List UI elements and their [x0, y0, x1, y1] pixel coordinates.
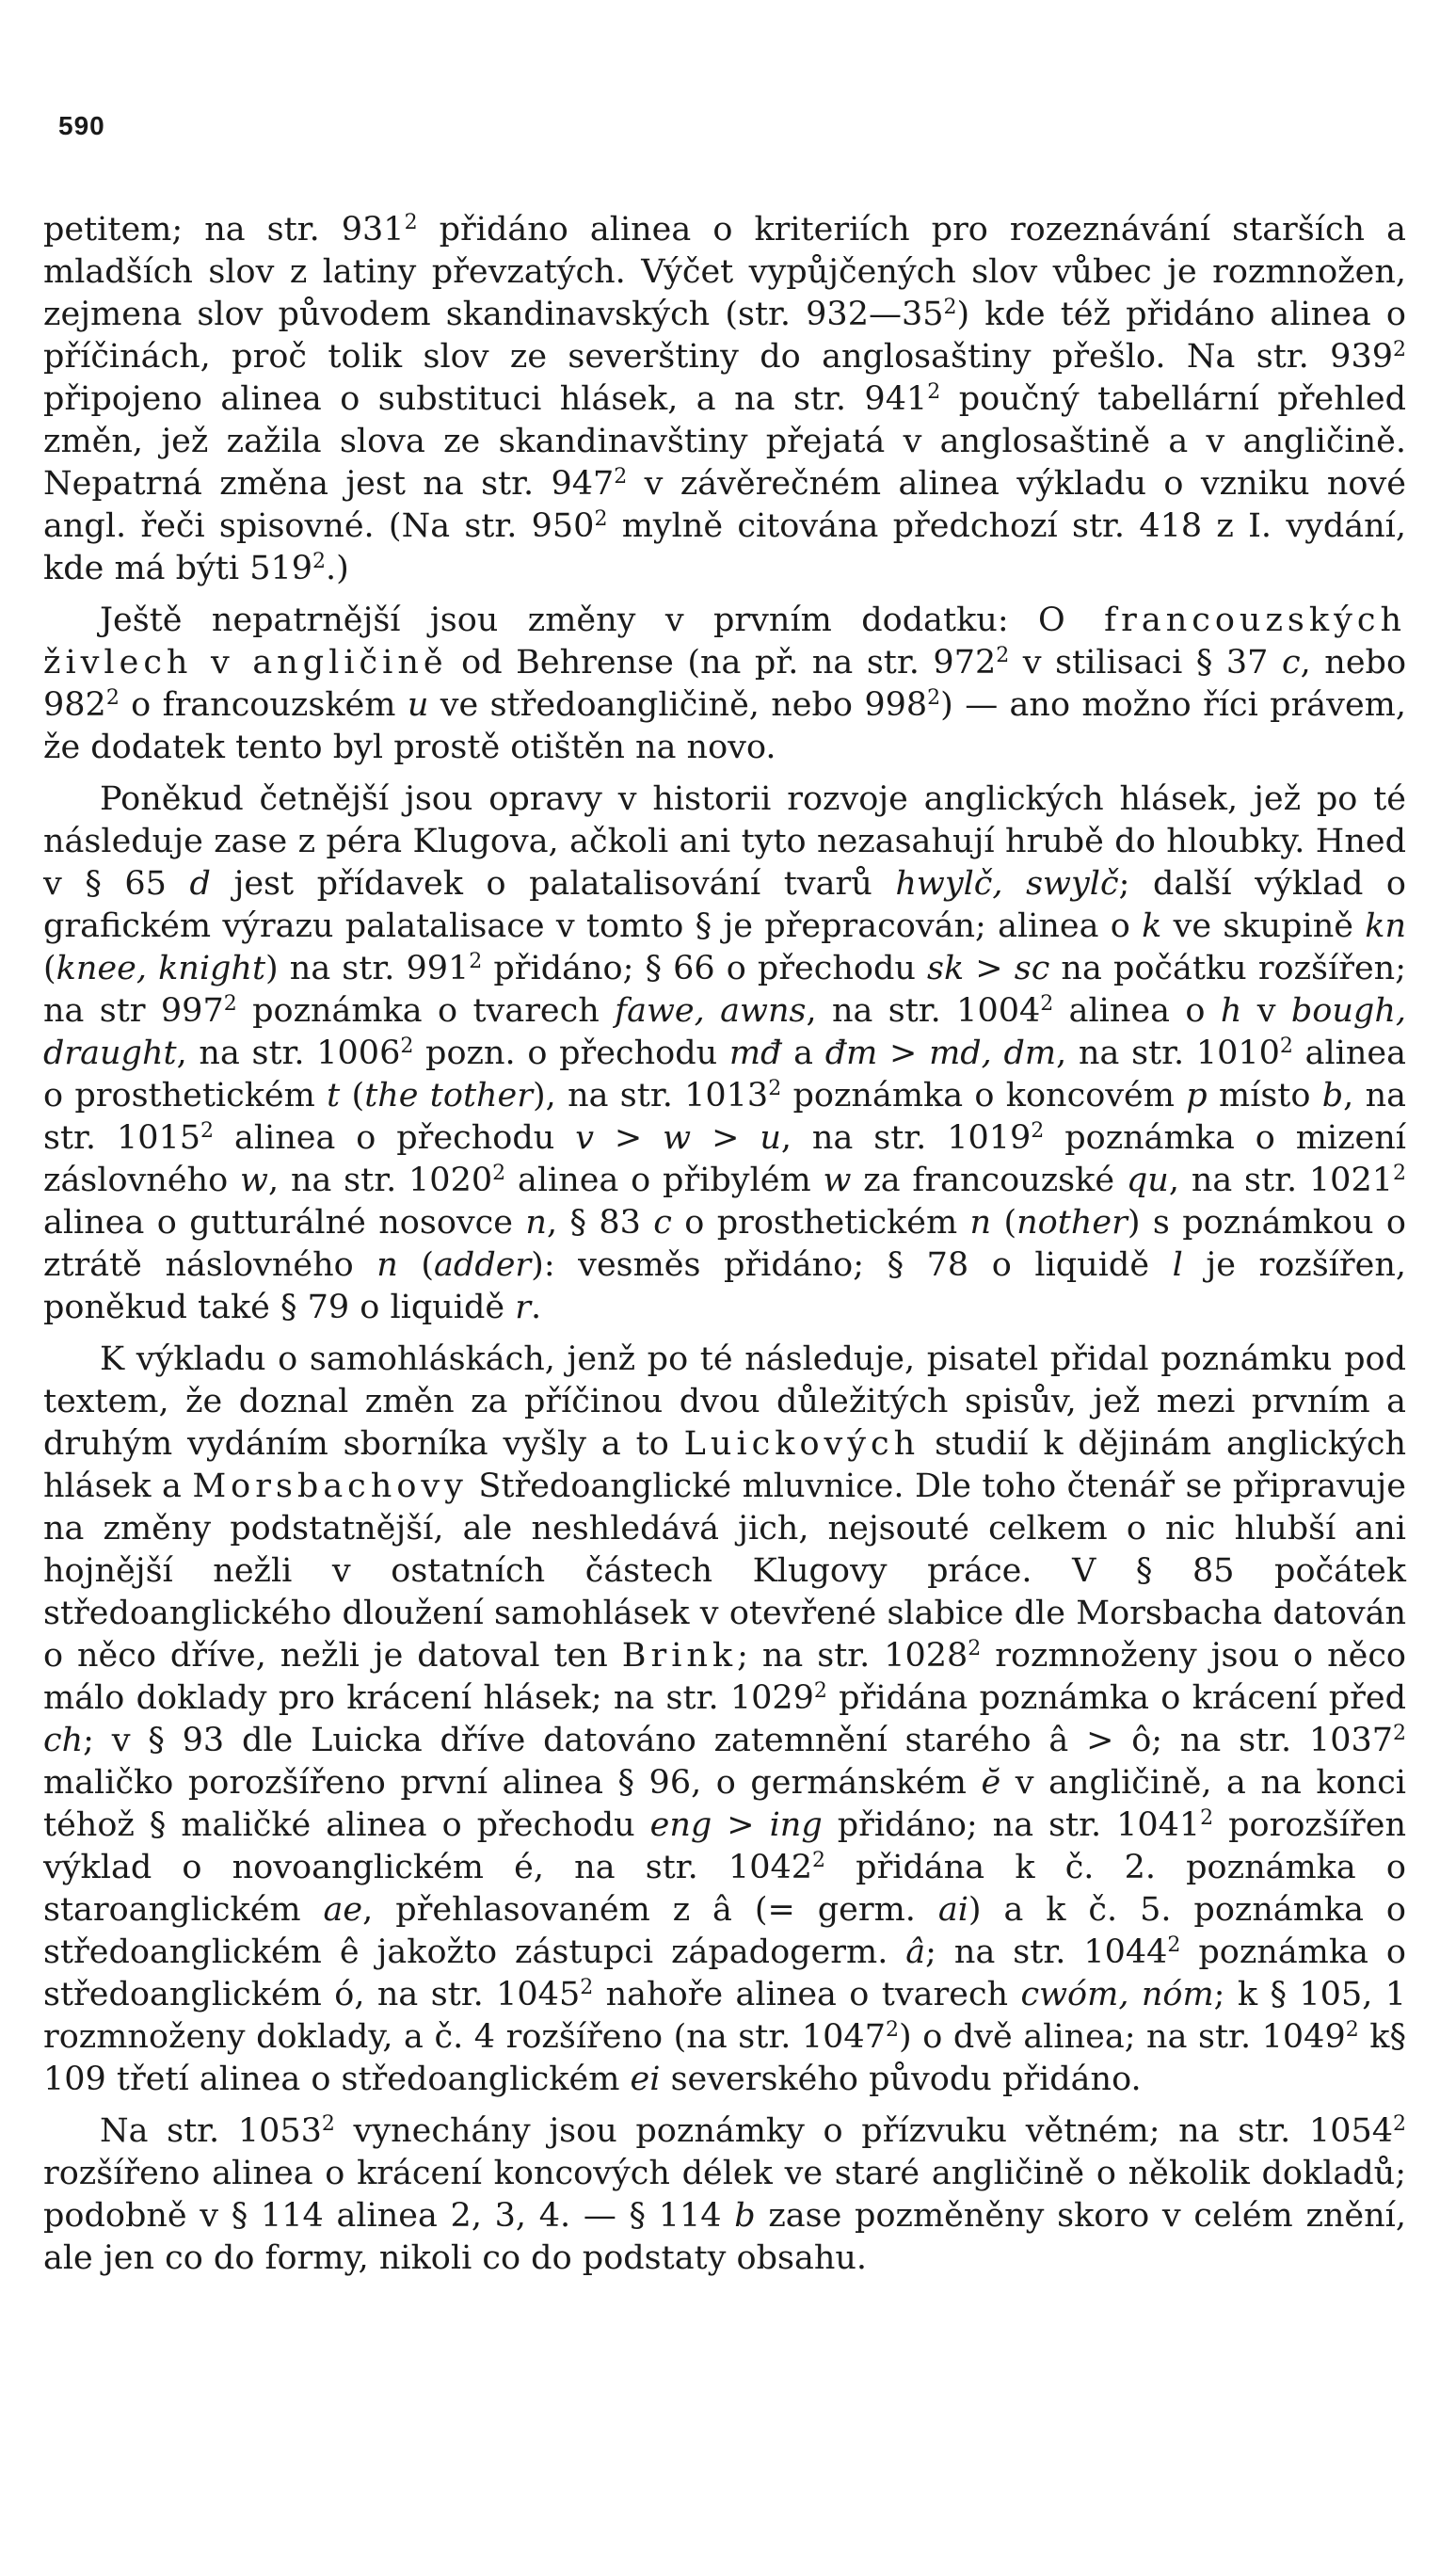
- spaced-title: Luickových: [683, 1425, 920, 1463]
- italic-term: w: [240, 1162, 268, 1199]
- text-run: ), na str. 1013: [533, 1077, 769, 1115]
- superscript-edition-mark: 2: [400, 1034, 414, 1058]
- italic-term: k: [1142, 907, 1162, 945]
- text-run: alinea o přechodu: [214, 1119, 576, 1157]
- text-run: ve skupině: [1161, 907, 1366, 945]
- text-run: mylně citována předchozí str. 418 z I. vydání, kde má býti 519: [43, 507, 1406, 587]
- text-run: ; v § 93 dle Luicka dříve datováno zatemnění starého â > ô; na str. 1037: [83, 1722, 1393, 1759]
- italic-term: h: [1220, 992, 1242, 1030]
- text-run: alinea o prosthetickém: [43, 1034, 1406, 1115]
- superscript-edition-mark: 2: [614, 465, 628, 489]
- text-run: >: [593, 1119, 664, 1157]
- text-run: Středoanglické mluvnice. Dle toho čtenář se připravuje na změny podstatnější, ale neshledává jich, nejsouté celkem o nic hlubší ani hojnější nežli v ostatních částech Klugovy práce. V § 85 počátek středoanglického dloužení samohlásek v otevřené slabice dle Morsbacha datován o něco dříve, nežli je datoval ten: [43, 1467, 1406, 1675]
- superscript-edition-mark: 2: [1167, 1933, 1181, 1957]
- italic-term: fawe, awns: [615, 992, 807, 1030]
- text-run: poznámka o koncovém: [781, 1077, 1187, 1115]
- text-run: poznámka o tvarech: [236, 992, 616, 1030]
- superscript-edition-mark: 2: [1040, 992, 1054, 1016]
- italic-term: hwylč, swylč: [895, 865, 1119, 903]
- italic-term: sc: [1014, 950, 1050, 987]
- spaced-title: Brink: [621, 1637, 738, 1675]
- text-run: ) kde též přidáno alinea o příčinách, proč tolik slov ze severštiny do anglosaštiny přešlo. Na str. 939: [43, 296, 1406, 376]
- italic-term: r: [515, 1289, 531, 1326]
- italic-term: b: [1321, 1077, 1344, 1115]
- superscript-edition-mark: 2: [469, 950, 483, 973]
- text-run: studií k dějinám anglických hlásek a: [43, 1425, 1406, 1505]
- superscript-edition-mark: 2: [1345, 2018, 1359, 2042]
- text-run: o francouzském: [119, 686, 408, 724]
- text-run: jest přídavek o palatalisování tvarů: [210, 865, 896, 903]
- text-run: porozšířen výklad o novoanglickém é, na str. 1042: [43, 1806, 1406, 1886]
- text-run: přidáno alinea o kriteriích pro rozeznávání starších a mladších slov z latiny převzatých. Výčet vypůjčených slov vůbec je rozmnožen, zejmena slov původem skandinavských (str. 932—35: [43, 211, 1407, 333]
- text-run: petitem; na str. 931: [43, 211, 405, 249]
- text-run: na počátku rozšířen; na str 997: [43, 950, 1406, 1030]
- italic-term: n: [376, 1246, 398, 1284]
- superscript-edition-mark: 2: [580, 1976, 594, 1999]
- text-run: , přehlasovaném z â (= germ.: [362, 1891, 938, 1929]
- italic-term: knee, knight: [56, 950, 266, 987]
- text-run: ; na str. 1028: [737, 1637, 968, 1675]
- italic-term: c: [653, 1204, 672, 1242]
- superscript-edition-mark: 2: [927, 380, 941, 404]
- text-run: (: [340, 1077, 365, 1115]
- italic-term: u: [407, 686, 429, 724]
- text-run: přidáno; na str. 1041: [822, 1806, 1201, 1844]
- superscript-edition-mark: 2: [105, 686, 120, 710]
- italic-term: ĕ: [981, 1764, 1001, 1802]
- superscript-edition-mark: 2: [1200, 1806, 1214, 1830]
- text-run: Poněkud četnější jsou opravy v historii rozvoje anglických hlásek, jež po té následuje zase z péra Klugova, ačkoli ani tyto nezasahují hrubě do hloubky. Hned v § 65: [43, 780, 1406, 903]
- superscript-edition-mark: 2: [813, 1679, 827, 1703]
- text-run: >: [691, 1119, 760, 1157]
- superscript-edition-mark: 2: [1279, 1034, 1293, 1058]
- superscript-edition-mark: 2: [312, 550, 326, 573]
- text-run: ) — ano možno říci právem, že dodatek tento byl prostě otištěn na novo.: [43, 686, 1406, 766]
- italic-term: w: [823, 1162, 852, 1199]
- text-run: , na str. 1019: [780, 1119, 1032, 1157]
- text-run: v angličině, a na konci téhož § maličké alinea o přechodu: [43, 1764, 1407, 1844]
- text-run: , na str. 1020: [267, 1162, 493, 1199]
- text-run: >: [877, 1034, 930, 1072]
- text-run: o prosthetickém: [671, 1204, 970, 1242]
- superscript-edition-mark: 2: [1031, 1119, 1045, 1143]
- text-run: poučný tabellární přehled změn, jež zažila slova ze skandinavštiny přejatá v anglosaštině a v angličině. Nepatrná změna jest na str. 947: [43, 380, 1406, 503]
- italic-term: kn: [1365, 907, 1406, 945]
- text-run: ; k § 105, 1 rozmnoženy doklady, a č. 4 rozšířeno (na str. 1047: [43, 1976, 1407, 2056]
- italic-term: ei: [630, 2061, 661, 2098]
- text-run: v: [1241, 992, 1291, 1030]
- superscript-edition-mark: 2: [492, 1162, 506, 1185]
- text-run: v závěrečném alinea výkladu o vzniku nové angl. řeči spisovné. (Na str. 950: [43, 465, 1406, 545]
- text-run: přidána k č. 2. poznámka o staroanglickém: [43, 1849, 1406, 1929]
- text-run: alinea o: [1053, 992, 1221, 1030]
- text-run: v stilisaci § 37: [1009, 644, 1282, 682]
- paragraph: [43, 1339, 1406, 2101]
- text-run: , na str. 1010: [1056, 1034, 1280, 1072]
- italic-term: l: [1172, 1246, 1183, 1284]
- italic-term: adder: [434, 1246, 532, 1284]
- paragraph: [43, 600, 1406, 769]
- superscript-edition-mark: 2: [768, 1077, 782, 1100]
- text-run: , na str. 1004: [806, 992, 1041, 1030]
- text-run: , na str. 1006: [176, 1034, 401, 1072]
- superscript-edition-mark: 2: [885, 2018, 899, 2042]
- text-run: alinea o gutturálné nosovce: [43, 1204, 526, 1242]
- text-run: alinea o přibylém: [505, 1162, 824, 1199]
- text-run: ) a k č. 5. poznámka o středoanglickém ê jakožto zástupci západogerm.: [43, 1891, 1407, 1971]
- text-run: od Behrense (na př. na str. 972: [447, 644, 997, 682]
- text-run: pozn. o přechodu: [413, 1034, 729, 1072]
- superscript-edition-mark: 2: [404, 211, 418, 234]
- text-run: k§ 109 třetí alinea o středoanglickém: [43, 2018, 1406, 2098]
- italic-term: n: [525, 1204, 547, 1242]
- text-run: ; na str. 1044: [925, 1933, 1168, 1971]
- italic-term: mđ: [728, 1034, 782, 1072]
- superscript-edition-mark: 2: [968, 1637, 982, 1660]
- italic-term: v: [575, 1119, 594, 1157]
- italic-term: d: [189, 865, 211, 903]
- italic-term: p: [1186, 1077, 1208, 1115]
- text-run: ; další výklad o grafickém výrazu palatalisace v tomto § je přepracován; alinea o: [43, 865, 1407, 945]
- italic-term: ai: [937, 1891, 968, 1929]
- superscript-edition-mark: 2: [1393, 1722, 1406, 1745]
- text-run: přidána poznámka o krácení před: [826, 1679, 1406, 1717]
- text-run: za francouzské: [851, 1162, 1127, 1199]
- text-run: ) o dvě alinea; na str. 1049: [898, 2018, 1346, 2056]
- superscript-edition-mark: 2: [1393, 2112, 1406, 2136]
- spaced-title: O francouzských živlech v angličině: [43, 601, 1406, 682]
- text-run: >: [964, 950, 1015, 987]
- italic-term: sk: [927, 950, 965, 987]
- paragraph: [43, 209, 1406, 590]
- italic-term: w: [663, 1119, 692, 1157]
- text-run: (: [397, 1246, 435, 1284]
- text-run: (: [43, 950, 56, 987]
- text-run: poznámka o mizení záslovného: [43, 1119, 1407, 1199]
- text-run: je rozšířen, poněkud také § 79 o liquidě: [43, 1246, 1406, 1326]
- text-run: , nebo 982: [43, 644, 1407, 724]
- superscript-edition-mark: 2: [200, 1119, 215, 1143]
- italic-term: ing: [769, 1806, 823, 1844]
- superscript-edition-mark: 2: [996, 644, 1010, 667]
- text-run: nahoře alinea o tvarech: [593, 1976, 1021, 2013]
- italic-term: đm: [824, 1034, 878, 1072]
- superscript-edition-mark: 2: [1393, 338, 1406, 361]
- text-run: maličko porozšířeno první alinea § 96, o germánském: [43, 1764, 982, 1802]
- spaced-title: Morsbachovy: [192, 1467, 468, 1505]
- superscript-edition-mark: 2: [1393, 1162, 1406, 1185]
- italic-term: n: [969, 1204, 992, 1242]
- italic-term: the tother: [364, 1077, 533, 1115]
- italic-term: nother: [1016, 1204, 1128, 1242]
- text-run: ) s poznámkou o ztrátě náslovného: [43, 1204, 1406, 1284]
- text-run: rozmnoženy jsou o něco málo doklady pro krácení hlásek; na str. 1029: [43, 1637, 1407, 1717]
- italic-term: eng: [649, 1806, 712, 1844]
- text-run: severského původu přidáno.: [660, 2061, 1142, 2098]
- text-run: ) na str. 991: [265, 950, 470, 987]
- text-run: ): vesměs přidáno; § 78 o liquidě: [531, 1246, 1173, 1284]
- superscript-edition-mark: 2: [943, 296, 957, 319]
- superscript-edition-mark: 2: [321, 2112, 335, 2136]
- superscript-edition-mark: 2: [223, 992, 237, 1016]
- text-run: připojeno alinea o substituci hlásek, a na str. 941: [43, 380, 928, 418]
- text-run: (: [991, 1204, 1017, 1242]
- text-run: rozšířeno alinea o krácení koncových délek ve staré angličině o několik dokladů; podobně v § 114 alinea 2, 3, 4. — § 114: [43, 2155, 1406, 2235]
- italic-term: â: [905, 1933, 926, 1971]
- text-run: .): [326, 550, 349, 587]
- italic-term: ae: [323, 1891, 363, 1929]
- italic-term: b: [734, 2197, 756, 2235]
- text-run: , na str. 1015: [43, 1077, 1406, 1157]
- text-run: přidáno; § 66 o přechodu: [482, 950, 928, 987]
- text-run: , § 83: [546, 1204, 654, 1242]
- italic-term: qu: [1126, 1162, 1169, 1199]
- text-run: ve středoangličině, nebo 998: [428, 686, 928, 724]
- italic-term: md, dm: [929, 1034, 1057, 1072]
- text-run: Na str. 1053: [100, 2112, 322, 2150]
- text-run: poznámka o středoanglickém ó, na str. 1045: [43, 1933, 1406, 2013]
- paragraph: [43, 778, 1406, 1329]
- text-run: a: [781, 1034, 825, 1072]
- page-number: 590: [58, 111, 105, 140]
- text-run: >: [712, 1806, 770, 1844]
- text-run: , na str. 1021: [1168, 1162, 1393, 1199]
- paragraph: [43, 2110, 1406, 2280]
- italic-term: bough, draught: [43, 992, 1406, 1072]
- italic-term: u: [760, 1119, 781, 1157]
- text-run: vynechány jsou poznámky o přízvuku větném; na str. 1054: [334, 2112, 1393, 2150]
- italic-term: ch: [43, 1722, 84, 1759]
- superscript-edition-mark: 2: [812, 1849, 825, 1872]
- italic-term: cwóm, nóm: [1020, 1976, 1214, 2013]
- text-run: Ještě nepatrnější jsou změny v prvním dodatku:: [100, 601, 1039, 639]
- italic-term: c: [1282, 644, 1301, 682]
- text-body: [43, 209, 1406, 2289]
- text-run: .: [530, 1289, 542, 1326]
- text-run: místo: [1207, 1077, 1322, 1115]
- italic-term: t: [327, 1077, 341, 1115]
- text-run: K výkladu o samohláskách, jenž po té následuje, pisatel přidal poznámku pod textem, že doznal změn za příčinou dvou důležitých spisův, jež mezi prvním a druhým vydáním sborníka vyšly a to: [43, 1340, 1406, 1463]
- superscript-edition-mark: 2: [594, 507, 608, 531]
- superscript-edition-mark: 2: [927, 686, 941, 710]
- text-run: zase pozměněny skoro v celém znění, ale jen co do formy, nikoli co do podstaty obsahu.: [43, 2197, 1407, 2277]
